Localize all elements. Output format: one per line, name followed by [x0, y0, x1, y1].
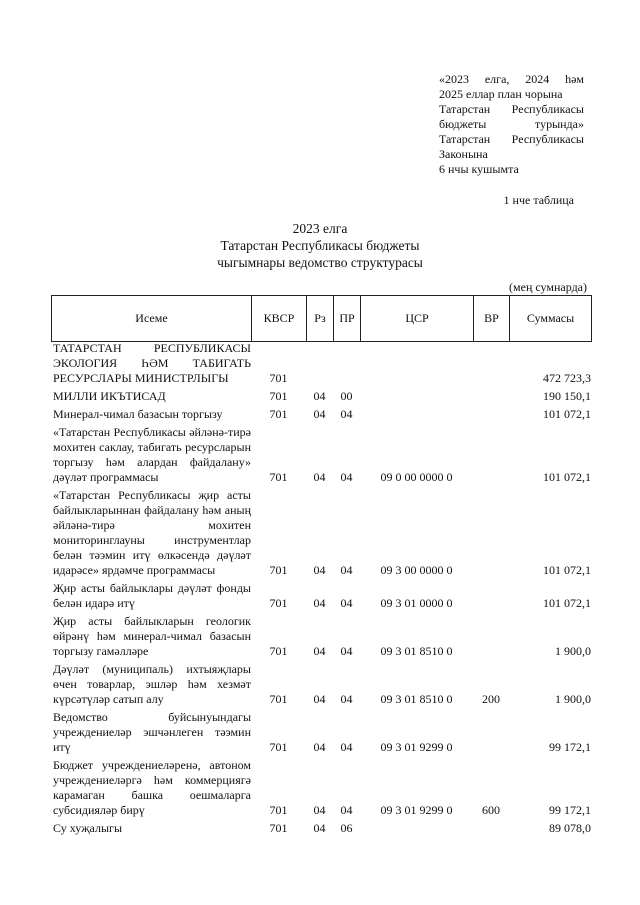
- row-kvsr: 701: [269, 740, 288, 754]
- table-row: [51, 710, 591, 755]
- row-csr: 09 3 01 8510 0: [380, 692, 453, 706]
- table-body: [51, 341, 591, 839]
- table-row: [51, 758, 591, 818]
- row-pr: 04: [340, 407, 353, 421]
- table-row: [51, 389, 591, 404]
- row-kvsr: 701: [269, 596, 288, 610]
- table-row: [51, 407, 591, 422]
- row-kvsr: 701: [269, 563, 288, 577]
- law-reference-line: 2025 еллар план чорына: [439, 87, 563, 101]
- row-kvsr: 701: [269, 803, 288, 817]
- row-name: Минерал-чимал базасын торгызу: [53, 407, 223, 421]
- row-kvsr: 701: [269, 821, 288, 835]
- row-name: Дәүләт (муниципаль) ихтыяҗлары өчен товарлар, эшләр һәм хезмәт күрсәтүләр сатып алу: [53, 662, 251, 706]
- row-rz: 04: [313, 803, 326, 817]
- row-pr: 04: [340, 470, 353, 484]
- row-rz: 04: [313, 470, 326, 484]
- row-name: «Татарстан Республикасы әйләнә-тирә мохитен саклау, табигать ресурсларын торгызу һәм алардан файдалану» дәүләт программасы: [53, 425, 251, 484]
- row-csr: 09 0 00 0000 0: [380, 470, 453, 484]
- row-pr: 04: [340, 644, 353, 658]
- law-reference-line: Законына: [439, 147, 488, 161]
- row-sum: 99 172,1: [549, 803, 591, 817]
- header-name: Исеме: [52, 296, 252, 342]
- row-csr: 09 3 01 9299 0: [380, 803, 453, 817]
- row-vr: 600: [482, 803, 500, 817]
- law-reference-line: «2023 елга, 2024 һәм: [439, 72, 584, 86]
- row-csr: 09 3 00 0000 0: [380, 563, 453, 577]
- header-rz: Рз: [307, 296, 334, 342]
- row-sum: 190 150,1: [543, 389, 591, 403]
- header-row: [52, 296, 592, 342]
- table-row: [51, 488, 591, 578]
- row-name: Җир асты байлыкларын геологик өйрәнү һәм минерал-чимал базасын торгызу гамәлләре: [53, 614, 251, 658]
- table-row: [51, 341, 591, 386]
- row-sum: 1 900,0: [555, 692, 591, 706]
- row-pr: 06: [340, 821, 353, 835]
- row-pr: 04: [340, 596, 353, 610]
- row-pr: 00: [340, 389, 353, 403]
- row-sum: 472 723,3: [543, 371, 591, 385]
- table-row: [51, 614, 591, 659]
- row-name: Бюджет учреждениеләренә, автоном учреждениеләргә һәм коммерциягә карамаган башка оешмаларга субсидияләр бирү: [53, 758, 251, 817]
- row-pr: 04: [340, 740, 353, 754]
- row-kvsr: 701: [269, 470, 288, 484]
- law-reference-line: Татарстан Республикасы: [439, 132, 584, 146]
- row-pr: 04: [340, 563, 353, 577]
- row-kvsr: 701: [269, 644, 288, 658]
- row-kvsr: 701: [269, 407, 288, 421]
- header-sum: Суммасы: [510, 296, 592, 342]
- unit-note: (мең сумнарда): [509, 280, 587, 294]
- header-csr: ЦСР: [361, 296, 474, 342]
- row-sum: 101 072,1: [543, 407, 591, 421]
- title-line-budget: Татарстан Республикасы бюджеты: [220, 238, 420, 253]
- row-rz: 04: [313, 389, 326, 403]
- table-row: [51, 425, 591, 485]
- header-pr: ПР: [334, 296, 361, 342]
- row-rz: 04: [313, 821, 326, 835]
- table-row: [51, 662, 591, 707]
- row-name: Ведомство буйсынуындагы учреждениеләр эшчәнлеген тәэмин итү: [53, 710, 251, 754]
- law-reference-line: 6 нчы кушымта: [439, 162, 519, 176]
- row-kvsr: 701: [269, 389, 288, 403]
- row-rz: 04: [313, 563, 326, 577]
- row-sum: 99 172,1: [549, 740, 591, 754]
- table-number: 1 нче таблица: [503, 193, 574, 207]
- row-csr: 09 3 01 8510 0: [380, 644, 453, 658]
- law-reference-line: Татарстан Республикасы: [439, 102, 584, 116]
- document-title: [0, 220, 640, 271]
- law-reference-line: бюджеты турында»: [439, 117, 584, 131]
- table-row: [51, 581, 591, 611]
- row-name: Җир асты байлыклары дәүләт фонды белән идарә итү: [53, 581, 251, 610]
- title-line-structure: чыгымнары ведомство структурасы: [217, 255, 423, 270]
- row-pr: 04: [340, 803, 353, 817]
- row-kvsr: 701: [269, 371, 288, 385]
- row-sum: 101 072,1: [543, 470, 591, 484]
- row-pr: 04: [340, 692, 353, 706]
- row-kvsr: 701: [269, 692, 288, 706]
- title-line-year: 2023 елга: [292, 221, 348, 236]
- row-vr: 200: [482, 692, 500, 706]
- row-sum: 101 072,1: [543, 563, 591, 577]
- row-sum: 1 900,0: [555, 644, 591, 658]
- row-rz: 04: [313, 692, 326, 706]
- row-name: ТАТАРСТАН РЕСПУБЛИКАСЫ ЭКОЛОГИЯ ҺӘМ ТАБИГАТЬ РЕСУРСЛАРЫ МИНИСТРЛЫГЫ: [53, 341, 251, 385]
- row-sum: 101 072,1: [543, 596, 591, 610]
- row-rz: 04: [313, 740, 326, 754]
- header-kvsr: КВСР: [252, 296, 307, 342]
- row-name: Су хуҗалыгы: [53, 821, 123, 835]
- row-rz: 04: [313, 596, 326, 610]
- row-rz: 04: [313, 644, 326, 658]
- row-name: «Татарстан Республикасы җир асты байлыкларыннан файдалану һәм аның әйләнә-тирә мохитен мониторинглауны инструментлар белән тәэмин итү өлкәсендә дәүләт идарәсе» ярдәмче программасы: [53, 488, 251, 577]
- table-row: [51, 821, 591, 836]
- law-reference: [439, 72, 584, 177]
- row-name: МИЛЛИ ИКЪТИСАД: [53, 389, 166, 403]
- row-csr: 09 3 01 9299 0: [380, 740, 453, 754]
- row-rz: 04: [313, 407, 326, 421]
- header-vr: ВР: [474, 296, 510, 342]
- row-sum: 89 078,0: [549, 821, 591, 835]
- table-header: [51, 295, 592, 342]
- row-csr: 09 3 01 0000 0: [380, 596, 453, 610]
